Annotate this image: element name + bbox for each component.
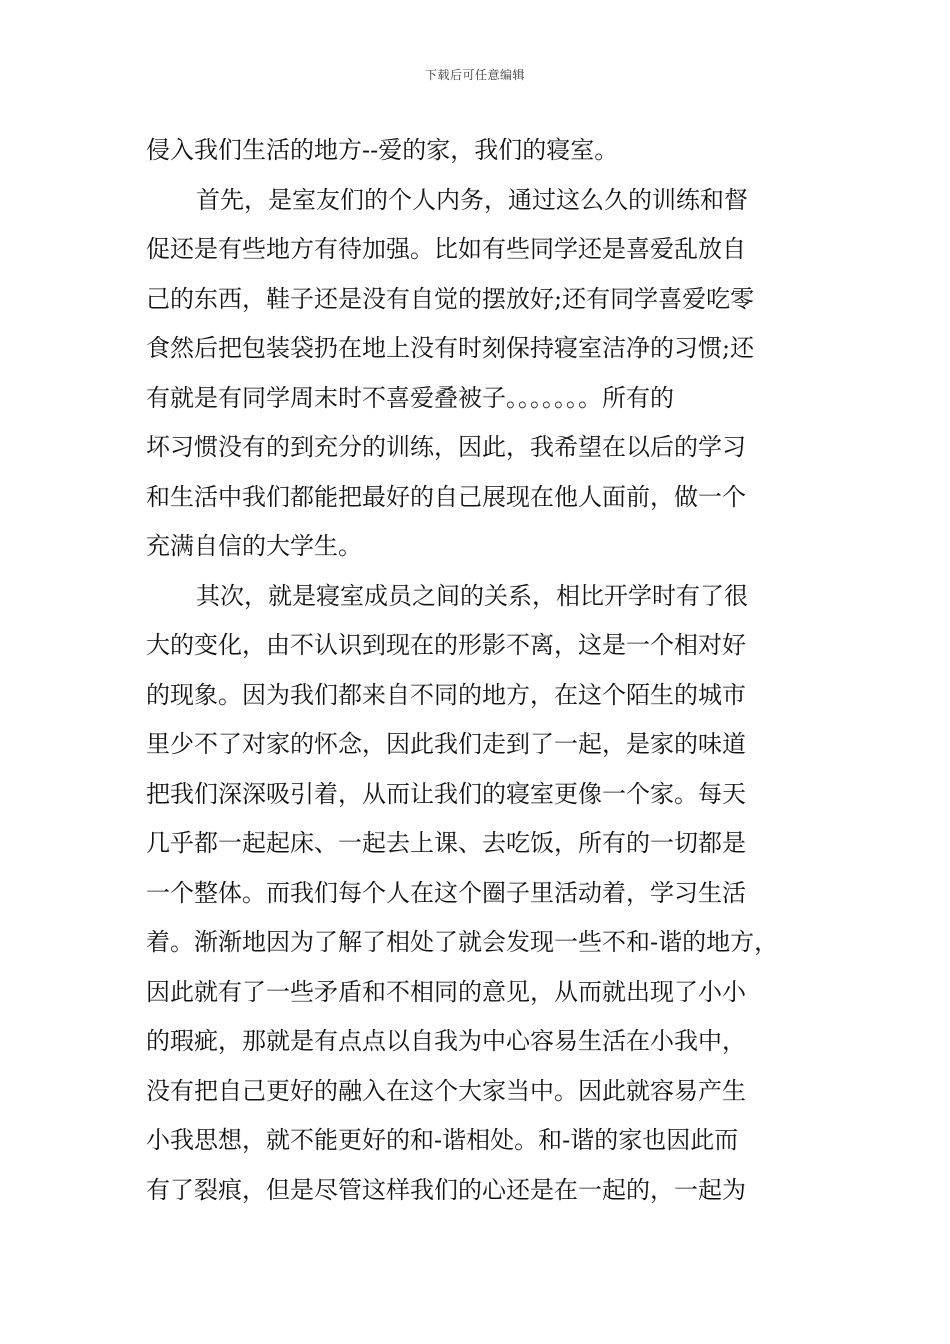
page-header: 下载后可任意编辑 xyxy=(424,68,525,82)
text-line: 小我思想，就不能更好的和-谐相处。和-谐的家也因此而 xyxy=(146,1126,739,1154)
text-line: 没有把自己更好的融入在这个大家当中。因此就容易产生 xyxy=(146,1076,746,1105)
text-line: 首先，是室友们的个人内务，通过这么久的训练和督 xyxy=(196,185,748,214)
text-line: 己的东西，鞋子还是没有自觉的摆放好;还有同学喜爱吃零 xyxy=(146,284,755,313)
text-line: 的现象。因为我们都来自不同的地方，在这个陌生的城市 xyxy=(146,680,746,709)
text-line: 充满自信的大学生。 xyxy=(146,532,362,560)
text-line: 几乎都一起起床、一起去上课、去吃饭，所有的一切都是 xyxy=(146,829,746,857)
text-line: 坏习惯没有的到充分的训练，因此，我希望在以后的学习 xyxy=(146,433,746,461)
text-line: 的瑕疵，那就是有点点以自我为中心容易生活在小我中， xyxy=(146,1027,746,1055)
text-line: 大的变化，由不认识到现在的形影不离，这是一个相对好 xyxy=(146,631,746,659)
text-line: 侵入我们生活的地方--爱的家，我们的寝室。 xyxy=(146,136,619,164)
document-body xyxy=(146,126,826,1215)
text-line: 一个整体。而我们每个人在这个圈子里活动着，学习生活 xyxy=(146,878,746,907)
text-line: 其次，就是寝室成员之间的关系，相比开学时有了很 xyxy=(196,581,748,610)
text-line: 着。渐渐地因为了解了相处了就会发现一些不和-谐的地方， xyxy=(146,928,779,956)
text-line: 促还是有些地方有待加强。比如有些同学还是喜爱乱放自 xyxy=(146,235,746,263)
text-line: 里少不了对家的怀念，因此我们走到了一起，是家的味道 xyxy=(146,730,746,758)
text-line: 因此就有了一些矛盾和不相同的意见，从而就出现了小小 xyxy=(146,977,746,1006)
text-line: 有就是有同学周末时不喜爱叠被子。。。。。。。所有的 xyxy=(146,383,674,412)
text-line: 食然后把包装袋扔在地上没有时刻保持寝室洁净的习惯;还 xyxy=(146,334,755,362)
text-line: 把我们深深吸引着，从而让我们的寝室更像一个家。每天 xyxy=(146,779,746,808)
text-line: 有了裂痕，但是尽管这样我们的心还是在一起的，一起为 xyxy=(146,1175,746,1204)
text-line: 和生活中我们都能把最好的自己展现在他人面前，做一个 xyxy=(146,482,746,511)
